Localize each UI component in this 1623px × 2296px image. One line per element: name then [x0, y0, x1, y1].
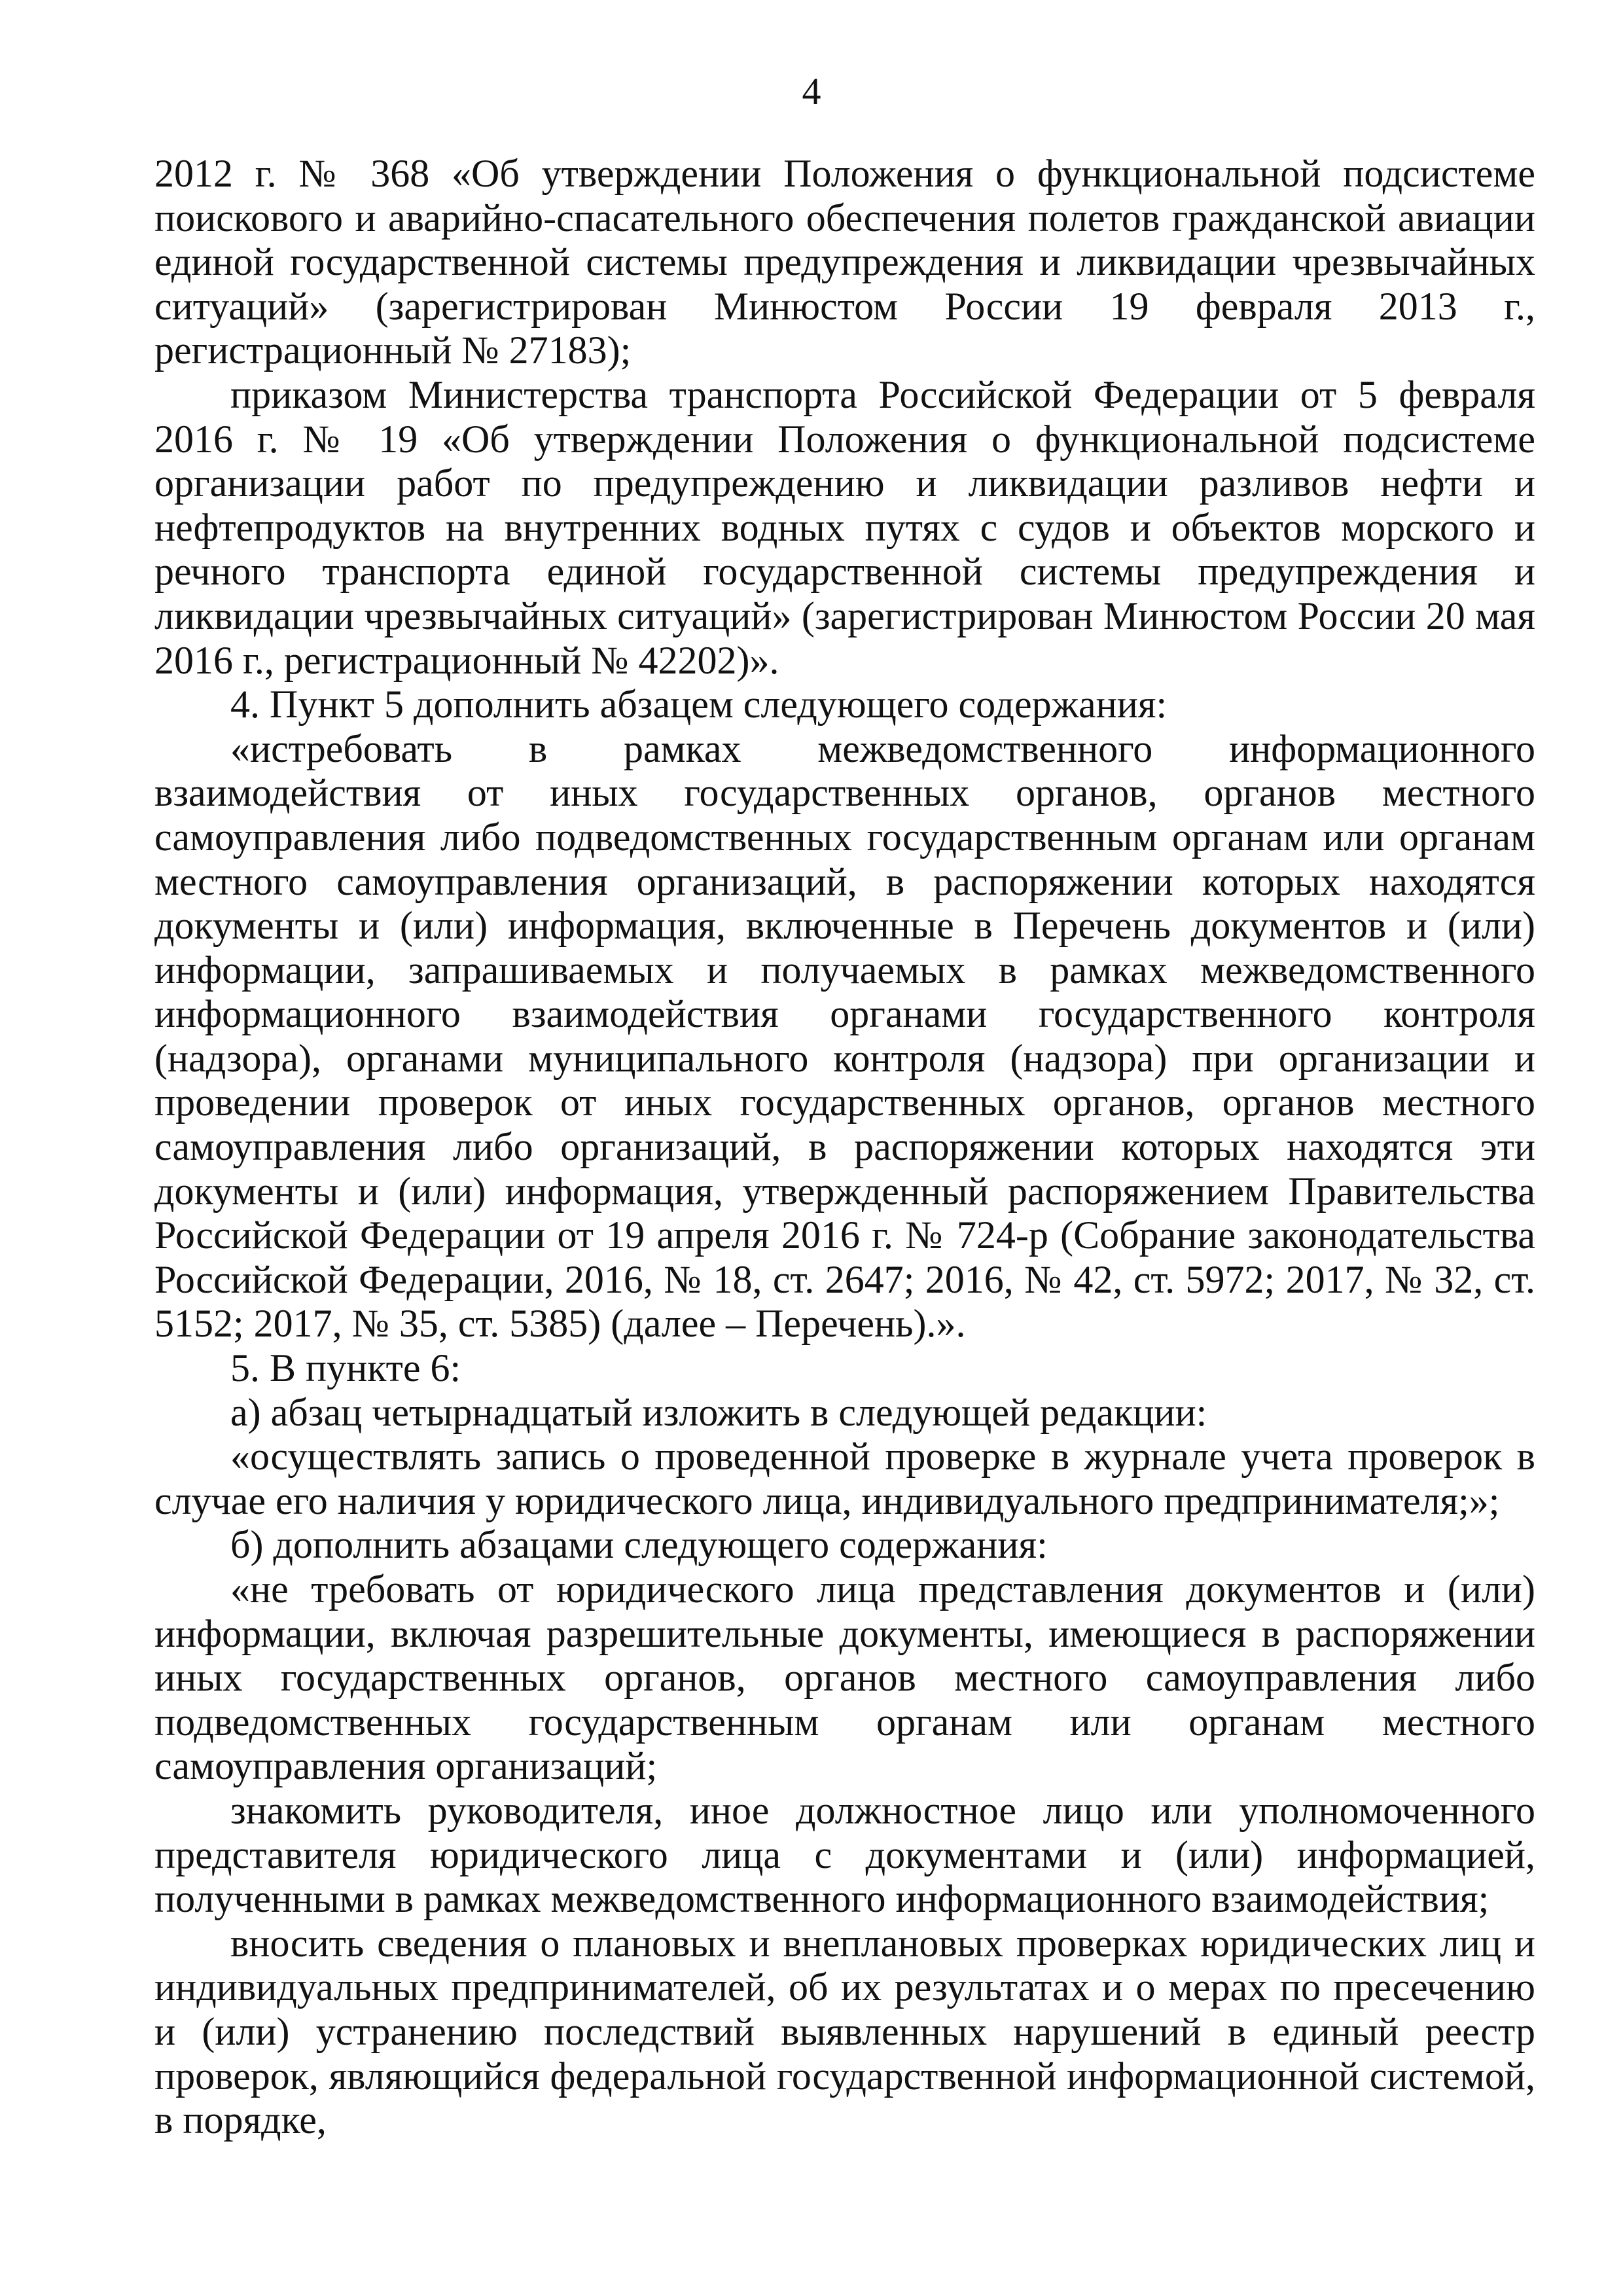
paragraph-item-5-a: а) абзац четырнадцатый изложить в следующей редакции: — [230, 1390, 1207, 1434]
document-body — [154, 152, 1535, 2143]
paragraph-order-2012-368-continuation: 2012 г. № 368 «Об утверждении Положения о функциональной подсистеме поискового и аварийно-спасательного обеспечения полетов гражданской авиации единой государственной системы предупреждения и ликвидации чрезвычайных ситуаций» (зарегистрирован Минюстом России 19 февраля 2013 г., регистрационный № 27183); — [154, 152, 1535, 372]
paragraph-item-5-b-text-2: знакомить руководителя, иное должностное лицо или уполномоченного представителя юридического лица с документами и (или) информацией, полученными в рамках межведомственного информационного взаимодействия; — [154, 1788, 1535, 1921]
paragraph-item-4: 4. Пункт 5 дополнить абзацем следующего содержания: — [230, 683, 1168, 726]
paragraph-item-5-b-text-1: «не требовать от юридического лица представления документов и (или) информации, включая разрешительные документы, имеющиеся в распоряжении иных государственных органов, органов местного самоуправления либо подведомственных государственным органам или органам местного самоуправления организаций; — [154, 1568, 1535, 1788]
paragraph-order-2016-19: приказом Министерства транспорта Российской Федерации от 5 февраля 2016 г. № 19 «Об утверждении Положения о функциональной подсистеме организации работ по предупреждению и ликвидации разливов нефти и нефтепродуктов на внутренних водных путях с судов и объектов морского и речного транспорта единой государственной системы предупреждения и ликвидации чрезвычайных ситуаций» (зарегистрирован Минюстом России 20 мая 2016 г., регистрационный № 42202)». — [154, 372, 1535, 682]
paragraph-item-5: 5. В пункте 6: — [230, 1346, 461, 1390]
paragraph-item-5-b-text-3: вносить сведения о плановых и внеплановых проверках юридических лиц и индивидуальных предпринимателей, об их результатах и о мерах по пресечению и (или) устранению последствий выявленных нарушений в единый реестр проверок, являющийся федеральной государственной информационной системой, в порядке, — [154, 1921, 1535, 2142]
paragraph-item-5-b: б) дополнить абзацами следующего содержания: — [230, 1523, 1048, 1567]
page-number: 4 — [802, 70, 821, 113]
paragraph-item-4-text: «истребовать в рамках межведомственного информационного взаимодействия от иных государственных органов, органов местного самоуправления либо подведомственных государственным органам или органам местного самоуправления организаций, в распоряжении которых находятся документы и (или) информация, включенные в Перечень документов и (или) информации, запрашиваемых и получаемых в рамках межведомственного информационного взаимодействия органами государственного контроля (надзора), органами муниципального контроля (надзора) при организации и проведении проверок от иных государственных органов, органов местного самоуправления либо организаций, в распоряжении которых находятся эти документы и (или) информация, утвержденный распоряжением Правительства Российской Федерации от 19 апреля 2016 г. № 724-р (Собрание законодательства Российской Федерации, 2016, № 18, ст. 2647; 2016, № 42, ст. 5972; 2017, № 32, ст. 5152; 2017, № 35, ст. 5385) (далее – Перечень).». — [154, 726, 1535, 1346]
paragraph-item-5-a-text: «осуществлять запись о проведенной проверке в журнале учета проверок в случае его наличия у юридического лица, индивидуального предпринимателя;»; — [154, 1435, 1535, 1522]
